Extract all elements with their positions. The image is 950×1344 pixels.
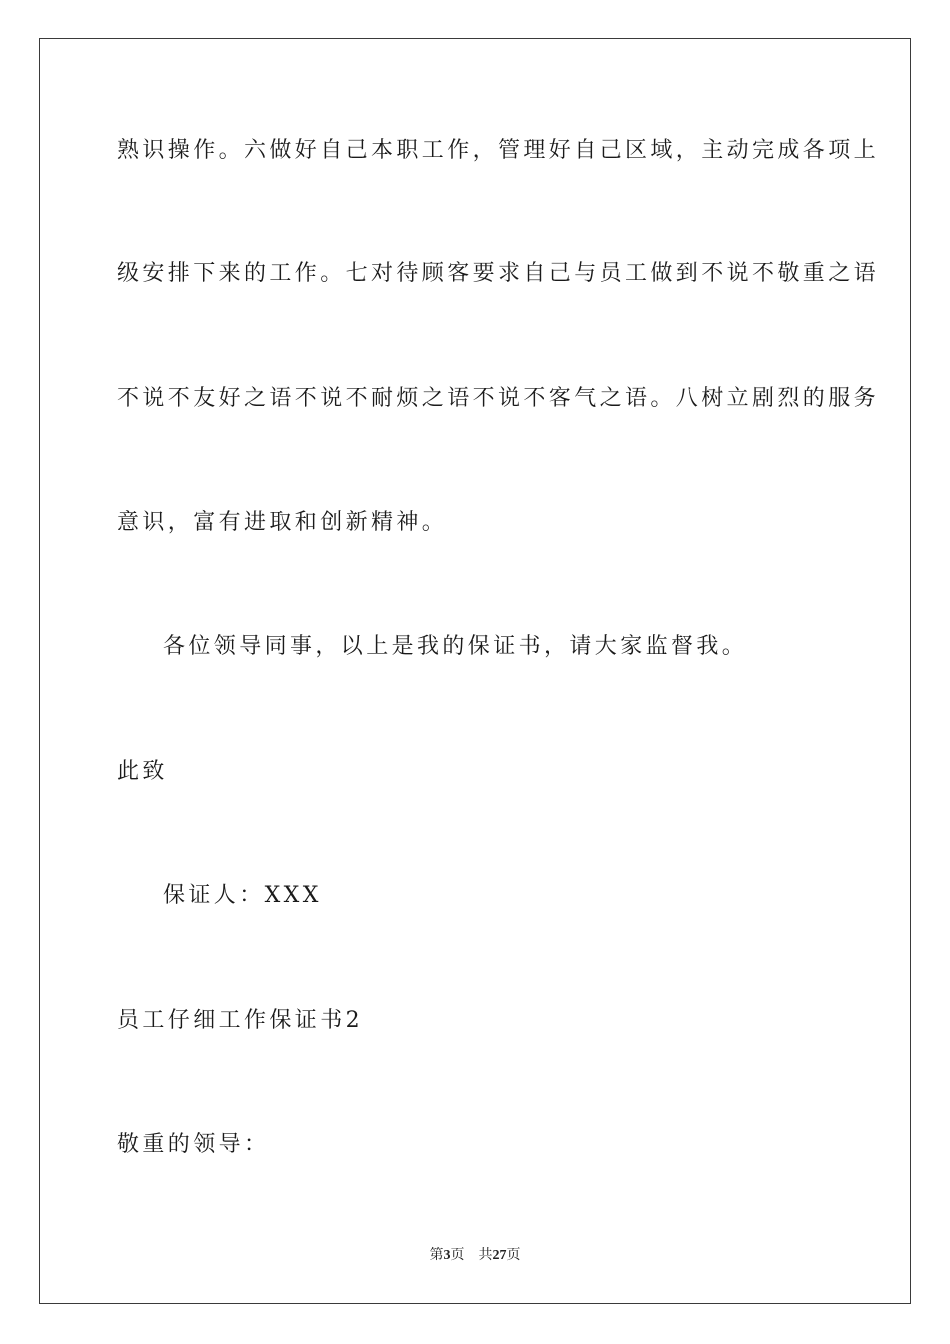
guarantor-line: 保证人：XXX (163, 883, 322, 908)
body-paragraph-line-3: 不说不友好之语不说不耐烦之语不说不客气之语。八树立剧烈的服务 (117, 386, 880, 411)
page-number-footer (0, 1246, 950, 1266)
closing-statement: 各位领导同事，以上是我的保证书，请大家监督我。 (163, 634, 748, 659)
body-paragraph-line-4: 意识，富有进取和创新精神。 (117, 510, 448, 535)
page-border (39, 38, 911, 1304)
footer-prefix: 第 (429, 1248, 444, 1263)
salutation-closing: 此致 (117, 759, 168, 784)
section-title: 员工仔细工作保证书2 (117, 1008, 363, 1033)
footer-total-pages: 27 (492, 1248, 507, 1263)
body-paragraph-line-2: 级安排下来的工作。七对待顾客要求自己与员工做到不说不敬重之语 (117, 261, 880, 286)
footer-suffix: 页 (506, 1248, 521, 1263)
greeting-line: 敬重的领导： (117, 1132, 270, 1157)
footer-mid: 页 共 (450, 1248, 493, 1263)
footer-current-page: 3 (443, 1248, 451, 1263)
body-paragraph-line-1: 熟识操作。六做好自己本职工作，管理好自己区域，主动完成各项上 (117, 138, 880, 163)
